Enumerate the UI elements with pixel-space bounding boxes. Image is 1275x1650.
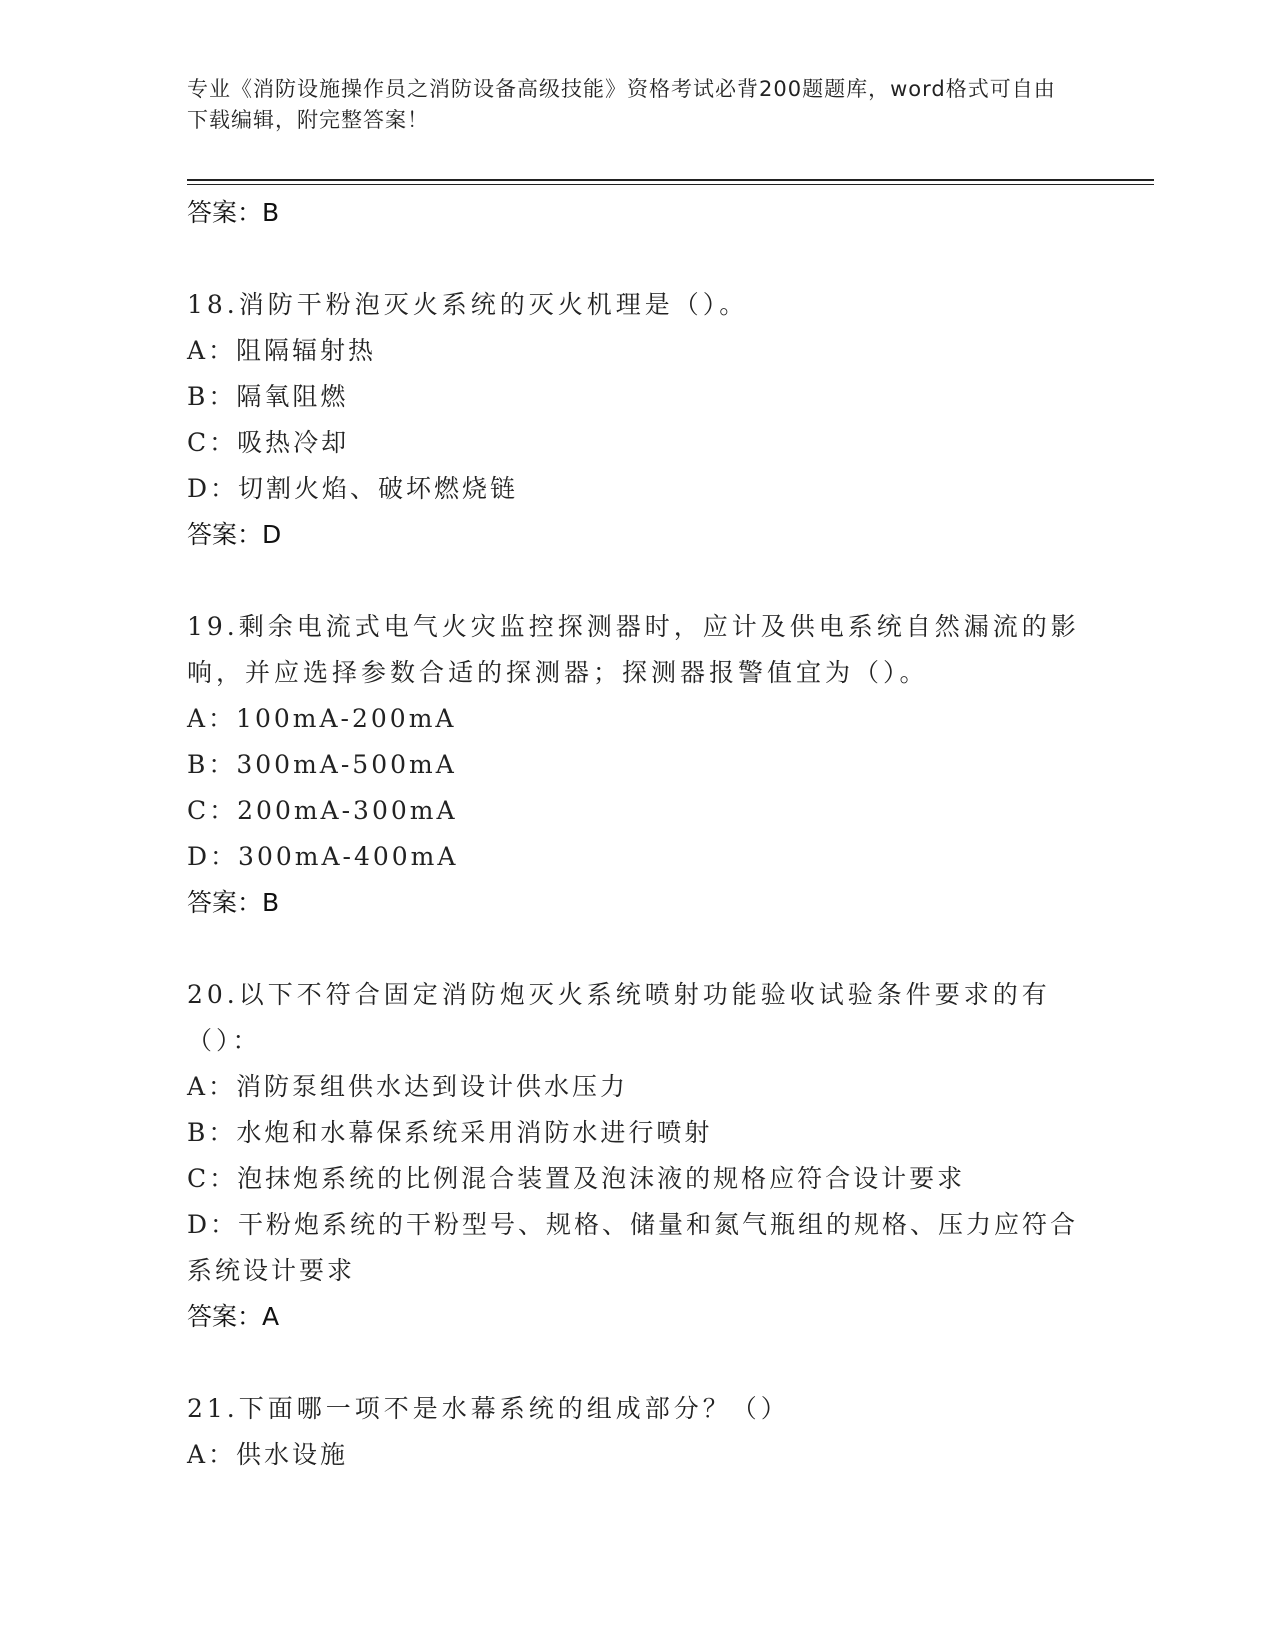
answer-line: 答案：D xyxy=(187,520,282,549)
question-stem: 19.剩余电流式电气火灾监控探测器时，应计及供电系统自然漏流的影响，并应选择参数合适的探测器；探测器报警值宜为（）。 xyxy=(187,612,1080,687)
option-c: C：200mA-300mA xyxy=(187,796,458,825)
option-d: D：300mA-400mA xyxy=(187,842,459,871)
header-divider-thin xyxy=(187,184,1154,185)
option-b: B：300mA-500mA xyxy=(187,750,457,779)
option-b: B：水炮和水幕保系统采用消防水进行喷射 xyxy=(187,1118,713,1147)
option-a: A：100mA-200mA xyxy=(187,704,457,733)
question-stem: 21.下面哪一项不是水幕系统的组成部分？（） xyxy=(187,1394,790,1423)
header-divider-thick xyxy=(187,179,1154,181)
option-a: A：阻隔辐射热 xyxy=(187,336,377,365)
question-21 xyxy=(187,1386,1087,1478)
question-18 xyxy=(187,282,1087,558)
option-a: A：消防泵组供水达到设计供水压力 xyxy=(187,1072,629,1101)
option-d: D：干粉炮系统的干粉型号、规格、储量和氮气瓶组的规格、压力应符合系统设计要求 xyxy=(187,1210,1079,1285)
answer-line: 答案：A xyxy=(187,1302,280,1331)
question-19 xyxy=(187,604,1087,926)
answer-line: 答案：B xyxy=(187,888,280,917)
question-20 xyxy=(187,972,1087,1340)
question-stem: 18.消防干粉泡灭火系统的灭火机理是（）。 xyxy=(187,290,749,319)
answer-line: 答案：B xyxy=(187,198,280,227)
option-a: A：供水设施 xyxy=(187,1440,349,1469)
document-header: 专业《消防设施操作员之消防设备高级技能》资格考试必背200题题库，word格式可自由下载编辑，附完整答案！ xyxy=(187,77,1056,132)
question-list xyxy=(187,190,1087,1478)
option-c: C：吸热冷却 xyxy=(187,428,350,457)
question-stem: 20.以下不符合固定消防炮灭火系统喷射功能验收试验条件要求的有（）： xyxy=(187,980,1051,1055)
option-b: B：隔氧阻燃 xyxy=(187,382,349,411)
option-c: C：泡抹炮系统的比例混合装置及泡沫液的规格应符合设计要求 xyxy=(187,1164,966,1193)
option-d: D：切割火焰、破坏燃烧链 xyxy=(187,474,519,503)
